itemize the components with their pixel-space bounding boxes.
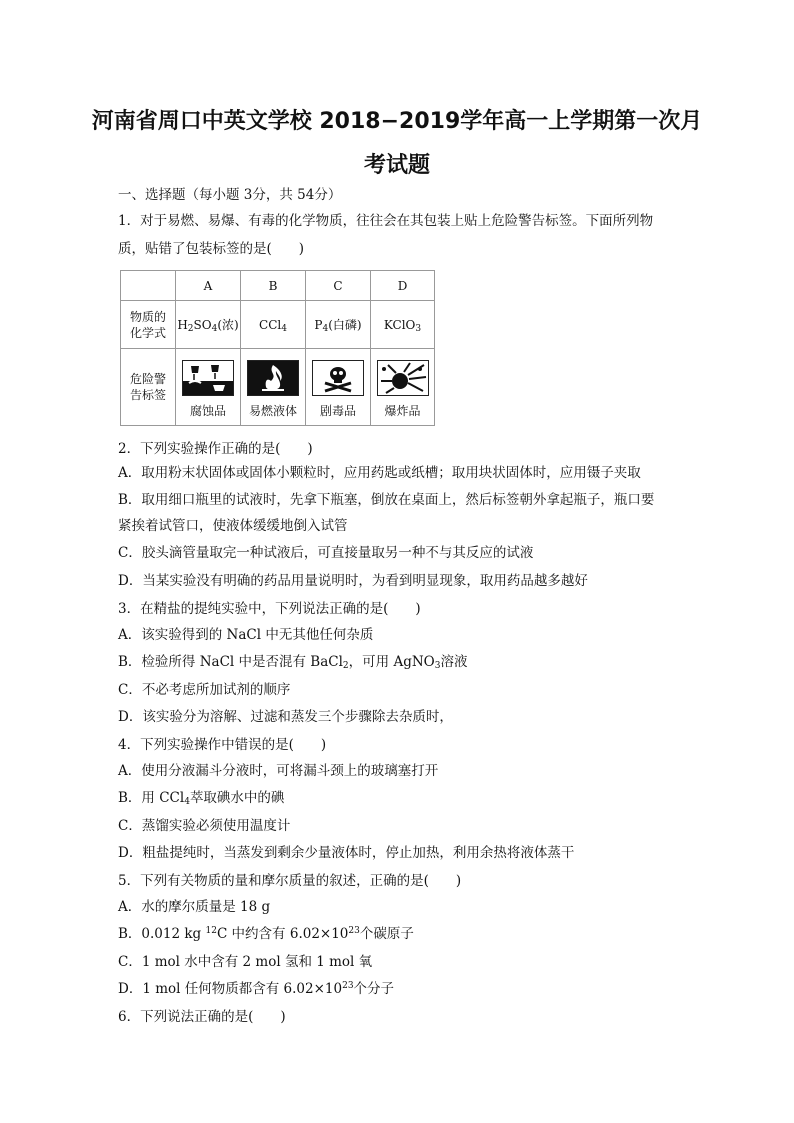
q5-stem: 5．下列有关物质的量和摩尔质量的叙述，正确的是( ) [118, 873, 462, 889]
table-header-empty [121, 271, 176, 301]
hazard-caption-c: 剧毒品 [319, 403, 356, 418]
hazard-cell-d [371, 349, 435, 426]
table-header-d: D [371, 271, 435, 301]
q5-option-d: D．1 mol 任何物质都含有 $6.02\times 10^{23}$个分子 [118, 981, 395, 997]
hazard-cell-a [176, 349, 241, 426]
q4-option-c: C．蒸馏实验必须使用温度计 [118, 818, 291, 834]
explosive-sign-icon [377, 360, 429, 396]
hazard-caption-b: 易燃液体 [248, 403, 297, 418]
row-label-hazard [121, 349, 176, 426]
row-label-formula-a: 物质的 [129, 309, 166, 324]
corrosive-sign-icon [182, 360, 234, 396]
q1-stem-line1: 1．对于易燃、易爆、有毒的化学物质，往往会在其包装上贴上危险警告标签。下面所列物 [118, 213, 654, 229]
q2-option-c: C．胶头滴管量取完一种试液后，可直接量取另一种不与其反应的试液 [118, 545, 534, 561]
hazard-cell-b [241, 349, 306, 426]
q2-stem: 2．下列实验操作正确的是( ) [118, 441, 313, 457]
page-title-line2: 考试题 [363, 153, 430, 178]
toxic-sign-icon [312, 360, 364, 396]
hazard-cell-c [306, 349, 371, 426]
hazard-caption-d: 爆炸品 [384, 403, 421, 418]
q1-stem-line2: 质，贴错了包装标签的是( ) [118, 241, 305, 257]
row-label-hazard-b: 告标签 [129, 388, 166, 402]
q3-option-b: B．检验所得 NaCl 中是否混有 BaCl$_2$，可用 AgNO$_3$溶液 [118, 654, 468, 671]
page-title-line1: 河南省周口中英文学校 2018−2019学年高一上学期第一次月 [91, 109, 703, 134]
q6-stem: 6．下列说法正确的是( ) [118, 1009, 286, 1025]
section-heading: 一、选择题（每小题 3分，共 54分） [118, 187, 342, 203]
formula-a: $H_2SO_4$(浓) [176, 301, 241, 349]
q3-option-a: A．该实验得到的 NaCl 中无其他任何杂质 [118, 627, 374, 643]
row-label-hazard-a: 危险警 [129, 372, 166, 386]
formula-c: $P_4$(白磷) [306, 301, 371, 349]
row-label-formula [121, 301, 176, 349]
q5-option-a: A．水的摩尔质量是 18 g [118, 899, 271, 915]
formula-d: KClO$_3$ [371, 301, 435, 349]
q5-option-c: C．1 mol 水中含有 2 mol 氢和 1 mol 氧 [118, 954, 373, 970]
q2-option-a: A．取用粉末状固体或固体小颗粒时，应用药匙或纸槽；取用块状固体时，应用镊子夹取 [118, 465, 641, 481]
q2-option-b-line2: 紧挨着试管口，使液体缓缓地倒入试管 [118, 518, 348, 534]
q3-option-c: C．不必考虑所加试剂的顺序 [118, 682, 291, 698]
hazard-label-table [120, 270, 435, 426]
q4-stem: 4．下列实验操作中错误的是( ) [118, 737, 327, 753]
q2-option-b-line1: B．取用细口瓶里的试液时，先拿下瓶塞，倒放在桌面上，然后标签朝外拿起瓶子，瓶口要 [118, 492, 655, 508]
hazard-caption-a: 腐蚀品 [189, 403, 226, 418]
row-label-formula-b: 化学式 [129, 325, 166, 340]
table-header-c: C [306, 271, 371, 301]
table-header-a: A [176, 271, 241, 301]
formula-b: CCl$_4$ [241, 301, 306, 349]
q3-option-d: D．该实验分为溶解、过滤和蒸发三个步骤除去杂质时， [118, 709, 453, 725]
flammable-sign-icon [247, 360, 299, 396]
q2-option-d: D．当某实验没有明确的药品用量说明时，为看到明显现象，取用药品越多越好 [118, 573, 588, 589]
q4-option-d: D．粗盐提纯时，当蒸发到剩余少量液体时，停止加热，利用余热将液体蒸干 [118, 845, 575, 861]
table-header-b: B [241, 271, 306, 301]
q3-stem: 3．在精盐的提纯实验中，下列说法正确的是( ) [118, 601, 421, 617]
q5-option-b: B．0.012 kg $^{12}$C 中约含有 $6.02\times 10^{23}$个碳原子 [118, 926, 414, 942]
q4-option-b: B．用 CCl$_4$萃取碘水中的碘 [118, 790, 285, 807]
q4-option-a: A．使用分液漏斗分液时，可将漏斗颈上的玻璃塞打开 [118, 763, 439, 779]
